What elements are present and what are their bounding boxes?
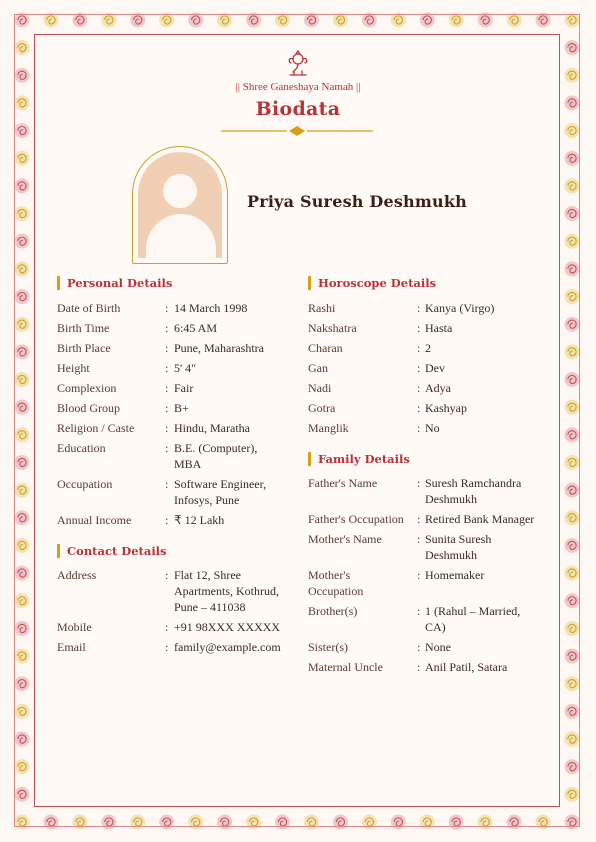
field-separator: : [165,381,169,395]
field-value: Pune, Maharashtra [174,341,264,355]
field-value: None [425,640,451,654]
field-label: Complexion [57,381,117,395]
field-value: 6:45 AM [174,321,218,335]
field-label: Mother's Occupation [308,568,364,598]
field-value: B+ [174,401,189,415]
heading-accent-bar [308,276,311,290]
field-value: +91 98XXX XXXXX [174,620,281,634]
field-value: Flat 12, Shree Apartments, Kothrud, Pune – 411038 [174,568,279,614]
field-separator: : [165,401,169,415]
field-separator: : [417,341,421,355]
field-separator: : [417,604,421,618]
family-section-heading [308,452,410,466]
field-label: Sister(s) [308,640,348,654]
field-value: 2 [425,341,431,355]
field-value: Adya [425,381,451,395]
field-separator: : [165,301,169,315]
heading-accent-bar [57,544,60,558]
field-separator: : [417,381,421,395]
section-heading-text: Horoscope Details [318,276,437,290]
field-value: 5' 4" [174,361,197,375]
field-value: Anil Patil, Satara [425,660,508,674]
field-separator: : [165,620,169,634]
field-separator: : [417,640,421,654]
profile-name: Priya Suresh Deshmukh [247,192,467,211]
field-value: Homemaker [425,568,485,582]
contact-section-heading [57,544,167,558]
field-separator: : [417,568,421,582]
field-separator: : [417,476,421,490]
field-separator: : [417,421,421,435]
field-label: Religion / Caste [57,421,135,435]
photo-frame [132,146,228,264]
field-separator: : [165,477,169,491]
field-label: Birth Time [57,321,110,335]
field-value: Software Engineer, Infosys, Pune [174,477,267,507]
field-separator: : [417,660,421,674]
field-value: ₹ 12 Lakh [174,513,225,527]
field-value: Suresh Ramchandra Deshmukh [425,476,522,506]
heading-accent-bar [308,452,311,466]
field-separator: : [165,321,169,335]
field-separator: : [165,568,169,582]
field-label: Maternal Uncle [308,660,383,674]
field-separator: : [417,401,421,415]
field-value: No [425,421,440,435]
field-value: 14 March 1998 [174,301,248,315]
field-label: Education [57,441,106,455]
field-label: Gan [308,361,328,375]
heading-accent-bar [57,276,60,290]
field-separator: : [165,421,169,435]
field-label: Brother(s) [308,604,358,618]
field-separator: : [417,532,421,546]
field-label: Charan [308,341,343,355]
tagline: || Shree Ganeshaya Namah || [235,81,361,93]
field-value: Hindu, Maratha [174,421,250,435]
field-value: Hasta [425,321,453,335]
field-value: Kashyap [425,401,467,415]
field-label: Blood Group [57,401,120,415]
field-separator: : [417,512,421,526]
field-label: Height [57,361,90,375]
field-separator: : [165,640,169,654]
field-value: family@example.com [174,640,281,654]
field-label: Nadi [308,381,332,395]
field-label: Date of Birth [57,301,121,315]
field-label: Email [57,640,86,654]
personal-section-heading [57,276,172,290]
field-value: 1 (Rahul – Married, CA) [425,604,521,634]
field-label: Manglik [308,421,349,435]
field-label: Father's Occupation [308,512,404,526]
field-value: Kanya (Virgo) [425,301,495,315]
field-label: Gotra [308,401,336,415]
field-value: B.E. (Computer), MBA [174,441,258,471]
field-label: Address [57,568,97,582]
field-label: Occupation [57,477,113,491]
diamond-divider-icon [221,125,373,137]
field-label: Mobile [57,620,92,634]
field-value: Fair [174,381,194,395]
section-heading-text: Personal Details [67,276,173,290]
horoscope-section-heading [308,276,436,290]
field-separator: : [165,341,169,355]
field-separator: : [165,361,169,375]
field-value: Retired Bank Manager [425,512,535,526]
field-separator: : [417,361,421,375]
field-label: Father's Name [308,476,378,490]
page-title: Biodata [255,98,341,120]
field-separator: : [417,301,421,315]
field-separator: : [165,513,169,527]
field-label: Annual Income [57,513,132,527]
field-label: Birth Place [57,341,111,355]
section-heading-text: Contact Details [67,544,167,558]
field-separator: : [165,441,169,455]
section-heading-text: Family Details [318,452,410,466]
field-value: Dev [425,361,445,375]
avatar-placeholder-icon [138,152,222,258]
ganesha-icon [285,50,311,78]
field-separator: : [417,321,421,335]
field-value: Sunita Suresh Deshmukh [425,532,492,562]
field-label: Nakshatra [308,321,357,335]
field-label: Mother's Name [308,532,382,546]
field-label: Rashi [308,301,336,315]
